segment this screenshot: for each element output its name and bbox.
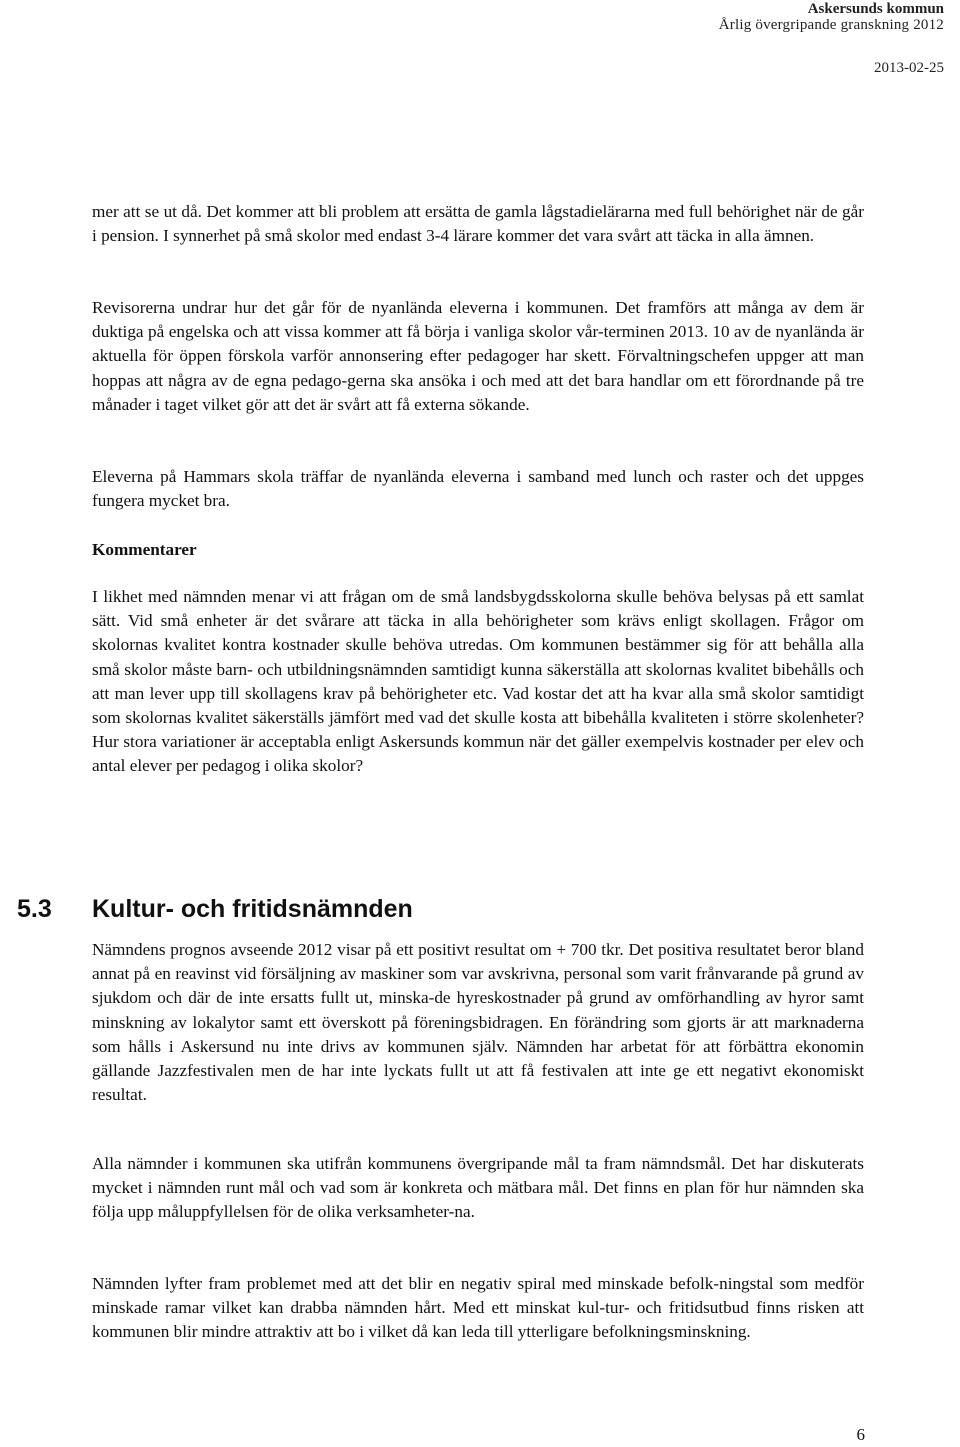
body-paragraph-3: Eleverna på Hammars skola träffar de nyanlända eleverna i samband med lunch och raster och det uppges fungera mycket bra. bbox=[92, 467, 864, 511]
page-number: 6 bbox=[856, 1425, 865, 1444]
section-title: Kultur- och fritidsnämnden bbox=[92, 895, 413, 923]
body-paragraph-2: Revisorerna undrar hur det går för de nyanlända eleverna i kommunen. Det framförs att många av dem är duktiga på engelska och att vissa kommer att få börja i vanliga skolor vår-terminen 2013. 10 av de nyanlända är aktuella för öppen förskola varför annonsering efter pedagoger har skett. Förvaltningschefen uppger att man hoppas att några av de egna pedago-gerna ska ansöka i och med att det bara handlar om ett förordnande på tre månader i taget vilket gör att det är svårt att få externa sökande. bbox=[92, 298, 864, 414]
comments-heading: Kommentarer bbox=[92, 540, 197, 559]
body-paragraph-1: mer att se ut då. Det kommer att bli problem att ersätta de gamla lågstadielärarna med full behörighet när de går i pension. I synnerhet på små skolor med endast 3-4 lärare kommer det vara svårt att täcka in alla ämnen. bbox=[92, 202, 864, 246]
section-paragraph-3: Nämnden lyfter fram problemet med att det blir en negativ spiral med minskade befolk-ningstal som medför minskade ramar vilket kan drabba nämnden hårt. Med ett minskat kul-tur- och fritidsutbud finns risken att kommunen blir mindre attraktiv att bo i vilket då kan leda till ytterligare befolkningsminskning. bbox=[92, 1274, 864, 1342]
section-paragraph-1: Nämndens prognos avseende 2012 visar på ett positivt resultat om + 700 tkr. Det positiva resultatet beror bland annat på en reavinst vid försäljning av maskiner som var avskrivna, personal som varit frånvarande på grund av sjukdom och där de inte ersatts fullt ut, minska-de hyreskostnader på grund av omförhandling av hyror samt minskning av lokalytor samt ett överskott på föreningsbidragen. En förändring som gjorts är att marknaderna som hålls i Askersund nu inte drivs av kommunen själv. Nämnden har arbetat för att förbättra ekonomin gällande Jazzfestivalen men de har inte lyckats fullt ut att få festivalen att inte ge ett negativt ekonomiskt resultat. bbox=[92, 940, 864, 1105]
section-number: 5.3 bbox=[17, 895, 52, 923]
header-organization: Askersunds kommun bbox=[807, 1, 944, 17]
header-report-title: Årlig övergripande granskning 2012 bbox=[718, 17, 944, 33]
header-date: 2013-02-25 bbox=[874, 60, 944, 76]
section-paragraph-2: Alla nämnder i kommunen ska utifrån kommunens övergripande mål ta fram nämndsmål. Det har diskuterats mycket i nämnden runt mål och vad som är konkreta och mätbara mål. Det finns en plan för hur nämnden ska följa upp måluppfyllelsen för de olika verksamheter-na. bbox=[92, 1154, 864, 1222]
comments-paragraph: I likhet med nämnden menar vi att frågan om de små landsbygdsskolorna skulle behöva belysas på ett samlat sätt. Vid små enheter är det svårare att täcka in alla behörigheter som krävs enligt skollagen. Frågor om skolornas kvalitet kontra kostnader skulle behöva utredas. Om kommunen bestämmer sig för att behålla alla små skolor måste barn- och utbildningsnämnden samtidigt kunna säkerställa att skolornas kvalitet bibehålls och att man lever upp till skollagens krav på behörigheter etc. Vad kostar det att ha kvar alla små skolor samtidigt som skolornas kvalitet säkerställs jämfört med vad det skulle kosta att bibehålla kvaliteten i större skolenheter? Hur stora variationer är acceptabla enligt Askersunds kommun när det gäller exempelvis kostnader per elev och antal elever per pedagog i olika skolor? bbox=[92, 587, 864, 776]
